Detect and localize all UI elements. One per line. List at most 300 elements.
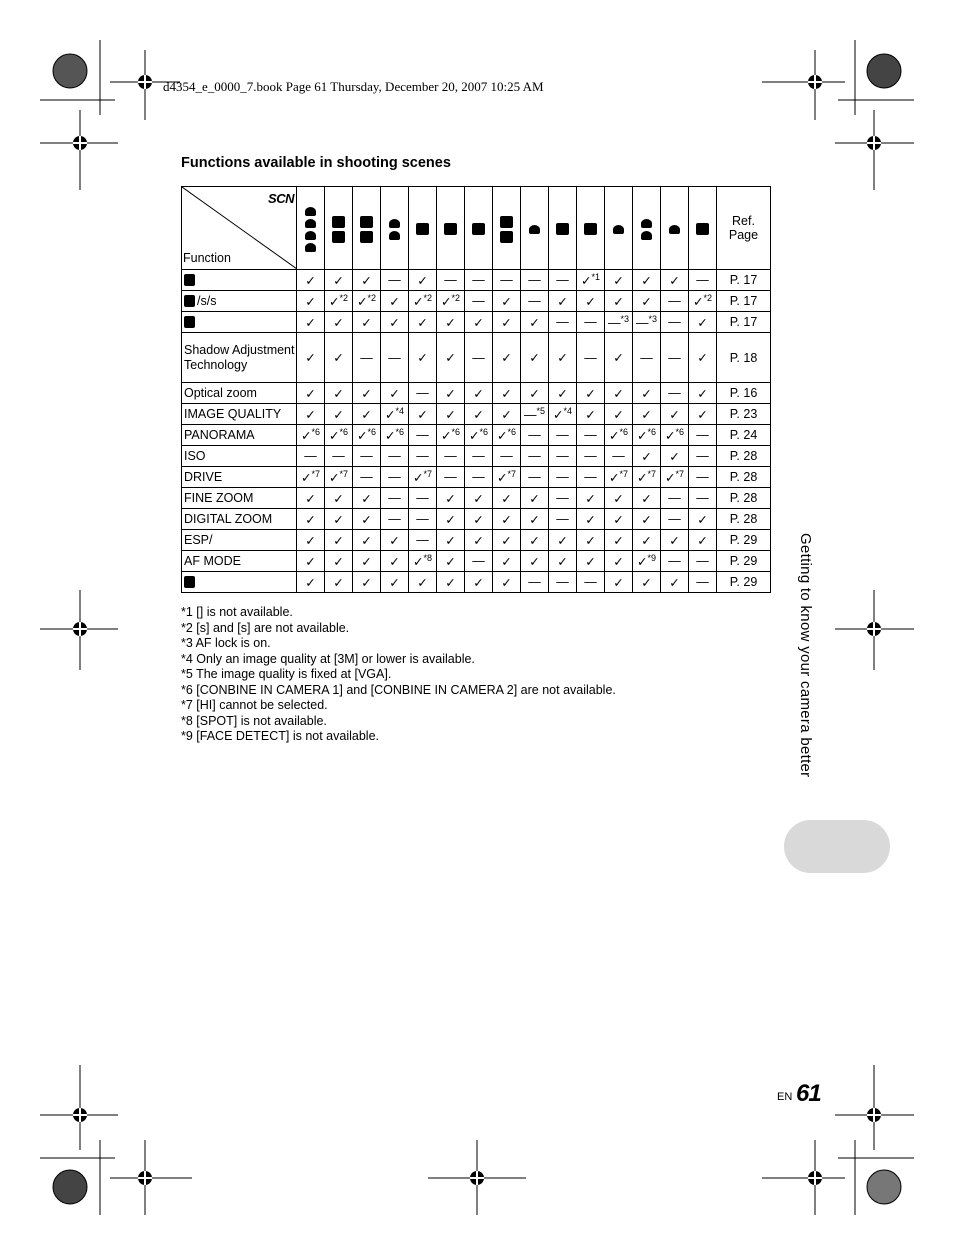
availability-cell: ✓ bbox=[437, 383, 465, 404]
availability-cell: ✓ bbox=[465, 383, 493, 404]
availability-cell: — bbox=[577, 425, 605, 446]
availability-cell: ✓ bbox=[605, 572, 633, 593]
function-label: Shadow Adjustment Technology bbox=[184, 342, 295, 372]
availability-cell: — bbox=[577, 312, 605, 333]
availability-cell: ✓ bbox=[661, 270, 689, 291]
availability-cell: ✓$^{*9}$ bbox=[633, 551, 661, 572]
scene-functions-table bbox=[181, 186, 771, 593]
function-cell bbox=[182, 488, 297, 509]
availability-cell: ✓$^{*4}$ bbox=[549, 404, 577, 425]
ref-page-cell: P. 23 bbox=[717, 404, 771, 425]
footnote-marker: *7 bbox=[311, 468, 320, 479]
availability-cell: ✓ bbox=[381, 530, 409, 551]
availability-cell: — bbox=[549, 446, 577, 467]
function-cell bbox=[182, 446, 297, 467]
availability-cell: ✓ bbox=[577, 509, 605, 530]
availability-cell: — bbox=[549, 467, 577, 488]
underwater-icon bbox=[633, 217, 660, 240]
document-icon bbox=[493, 214, 520, 243]
table-row bbox=[182, 446, 771, 467]
availability-cell: ✓ bbox=[325, 383, 353, 404]
availability-cell: ✓$^{*7}$ bbox=[493, 467, 521, 488]
footnote-marker: *7 bbox=[423, 468, 432, 479]
function-cell bbox=[182, 572, 297, 593]
footnote-marker: *2 bbox=[367, 292, 376, 303]
availability-cell: ✓ bbox=[381, 551, 409, 572]
availability-cell: ✓ bbox=[437, 530, 465, 551]
footnote-marker: *6 bbox=[675, 426, 684, 437]
availability-cell: ✓ bbox=[605, 530, 633, 551]
availability-cell: — bbox=[661, 383, 689, 404]
cuisine-icon bbox=[465, 221, 492, 235]
auction-1-icon bbox=[549, 221, 576, 235]
availability-cell: —$^{*3}$ bbox=[633, 312, 661, 333]
scene-col-night-scene bbox=[353, 187, 381, 270]
ref-page-cell: P. 29 bbox=[717, 530, 771, 551]
availability-cell: — bbox=[465, 291, 493, 312]
scene-col-document bbox=[493, 187, 521, 270]
availability-cell: — bbox=[521, 572, 549, 593]
availability-cell: ✓ bbox=[353, 509, 381, 530]
availability-cell: ✓ bbox=[633, 488, 661, 509]
availability-cell: ✓$^{*6}$ bbox=[661, 425, 689, 446]
table-row bbox=[182, 270, 771, 291]
table-row bbox=[182, 425, 771, 446]
availability-cell: ✓ bbox=[633, 270, 661, 291]
availability-cell: ✓ bbox=[689, 404, 717, 425]
footnote-marker: *2 bbox=[423, 292, 432, 303]
fireworks-icon bbox=[381, 217, 408, 240]
ref-page-cell: P. 16 bbox=[717, 383, 771, 404]
availability-cell: ✓ bbox=[577, 291, 605, 312]
function-label: ESP/ bbox=[184, 532, 213, 547]
availability-cell: — bbox=[549, 425, 577, 446]
availability-cell: ✓ bbox=[549, 530, 577, 551]
availability-cell: ✓ bbox=[437, 509, 465, 530]
table-row bbox=[182, 291, 771, 312]
availability-cell: ✓ bbox=[521, 333, 549, 383]
availability-cell: ✓ bbox=[353, 488, 381, 509]
footnote-marker: *6 bbox=[647, 426, 656, 437]
footnote-marker: *4 bbox=[563, 405, 572, 416]
availability-cell: — bbox=[605, 446, 633, 467]
availability-cell: ✓ bbox=[493, 551, 521, 572]
footnote-marker: *8 bbox=[423, 552, 432, 563]
availability-cell: ✓ bbox=[297, 488, 325, 509]
availability-cell: ✓ bbox=[577, 404, 605, 425]
shoot-select-icon bbox=[689, 221, 716, 235]
table-row bbox=[182, 333, 771, 383]
function-cell bbox=[182, 530, 297, 551]
availability-cell: ✓ bbox=[493, 404, 521, 425]
availability-cell: ✓$^{*7}$ bbox=[297, 467, 325, 488]
availability-cell: ✓ bbox=[465, 509, 493, 530]
availability-cell: ✓$^{*2}$ bbox=[325, 291, 353, 312]
sunset-icon bbox=[437, 221, 464, 235]
scene-col-auction-2 bbox=[577, 187, 605, 270]
function-label: /s/s bbox=[197, 293, 217, 308]
availability-cell: — bbox=[661, 509, 689, 530]
table-row bbox=[182, 383, 771, 404]
footnote-2: *2 [s] and [s] are not available. bbox=[181, 620, 350, 635]
availability-cell: ✓ bbox=[325, 404, 353, 425]
availability-cell: ✓ bbox=[353, 312, 381, 333]
availability-cell: —$^{*3}$ bbox=[605, 312, 633, 333]
availability-cell: ✓$^{*6}$ bbox=[633, 425, 661, 446]
availability-cell: — bbox=[661, 488, 689, 509]
availability-cell: ✓ bbox=[605, 509, 633, 530]
function-label: DRIVE bbox=[184, 469, 223, 484]
availability-cell: — bbox=[521, 467, 549, 488]
availability-cell: — bbox=[381, 446, 409, 467]
availability-cell: ✓$^{*7}$ bbox=[661, 467, 689, 488]
availability-cell: ✓ bbox=[521, 551, 549, 572]
availability-cell: ✓ bbox=[437, 572, 465, 593]
availability-cell: ✓ bbox=[297, 383, 325, 404]
availability-cell: ✓ bbox=[605, 333, 633, 383]
footnote-marker: *6 bbox=[367, 426, 376, 437]
availability-cell: — bbox=[689, 270, 717, 291]
chapter-side-text: Getting to know your camera better bbox=[797, 533, 814, 778]
function-label: AF MODE bbox=[184, 553, 241, 568]
smile-shot-icon bbox=[605, 223, 632, 234]
availability-cell: ✓ bbox=[605, 383, 633, 404]
availability-cell: — bbox=[549, 572, 577, 593]
availability-cell: — bbox=[325, 446, 353, 467]
availability-cell: ✓$^{*6}$ bbox=[381, 425, 409, 446]
availability-cell: — bbox=[521, 291, 549, 312]
availability-cell: ✓ bbox=[493, 572, 521, 593]
ref-page-cell: P. 17 bbox=[717, 291, 771, 312]
availability-cell: ✓ bbox=[493, 333, 521, 383]
availability-cell: — bbox=[381, 270, 409, 291]
availability-cell: — bbox=[661, 551, 689, 572]
table-row bbox=[182, 488, 771, 509]
availability-cell: ✓ bbox=[605, 270, 633, 291]
auction-2-icon bbox=[577, 221, 604, 235]
book-header-line: d4354_e_0000_7.book Page 61 Thursday, December 20, 2007 10:25 AM bbox=[163, 79, 544, 94]
indoor-icon bbox=[409, 221, 436, 235]
availability-cell: ✓ bbox=[381, 312, 409, 333]
availability-cell: ✓$^{*8}$ bbox=[409, 551, 437, 572]
ref-page-header bbox=[717, 187, 771, 270]
availability-cell: — bbox=[577, 446, 605, 467]
availability-cell: ✓ bbox=[521, 530, 549, 551]
availability-cell: ✓$^{*7}$ bbox=[605, 467, 633, 488]
function-label: DIGITAL ZOOM bbox=[184, 511, 273, 526]
ref-page-cell: P. 28 bbox=[717, 509, 771, 530]
availability-cell: — bbox=[409, 509, 437, 530]
availability-cell: ✓ bbox=[325, 270, 353, 291]
footnote-8: *8 [SPOT] is not available. bbox=[181, 713, 327, 728]
availability-cell: ✓ bbox=[549, 333, 577, 383]
availability-cell: — bbox=[465, 270, 493, 291]
availability-cell: ✓ bbox=[409, 404, 437, 425]
table-row bbox=[182, 551, 771, 572]
function-cell bbox=[182, 383, 297, 404]
footnote-marker: *2 bbox=[703, 292, 712, 303]
availability-cell: ✓ bbox=[465, 488, 493, 509]
availability-cell: ✓ bbox=[297, 530, 325, 551]
section-title: Functions available in shooting scenes bbox=[181, 155, 451, 171]
availability-cell: ✓ bbox=[437, 333, 465, 383]
footnote-marker: *6 bbox=[451, 426, 460, 437]
portrait-sport-icon bbox=[297, 205, 324, 252]
availability-cell: ✓$^{*7}$ bbox=[409, 467, 437, 488]
footnote-marker: *4 bbox=[395, 405, 404, 416]
function-cell bbox=[182, 270, 297, 291]
availability-cell: ✓ bbox=[633, 291, 661, 312]
underwater-macro-icon bbox=[661, 223, 688, 234]
availability-cell: ✓$^{*7}$ bbox=[633, 467, 661, 488]
ref-page-cell: P. 29 bbox=[717, 551, 771, 572]
availability-cell: ✓ bbox=[689, 383, 717, 404]
availability-cell: — bbox=[409, 530, 437, 551]
availability-cell: ✓ bbox=[297, 509, 325, 530]
ref-page-cell: P. 29 bbox=[717, 572, 771, 593]
function-label: Function bbox=[183, 251, 231, 265]
availability-cell: — bbox=[661, 312, 689, 333]
availability-cell: — bbox=[465, 333, 493, 383]
corner-header-cell bbox=[182, 187, 297, 270]
footnote-3: *3 AF lock is on. bbox=[181, 636, 271, 650]
availability-cell: — bbox=[577, 467, 605, 488]
function-cell bbox=[182, 291, 297, 312]
availability-cell: ✓ bbox=[437, 312, 465, 333]
availability-cell: ✓ bbox=[605, 404, 633, 425]
availability-cell: ✓ bbox=[605, 488, 633, 509]
night-scene-icon bbox=[353, 214, 380, 243]
page-label: Page bbox=[728, 228, 759, 242]
availability-cell: ✓ bbox=[297, 333, 325, 383]
footnote-marker: *7 bbox=[647, 468, 656, 479]
table-body bbox=[182, 270, 771, 593]
scene-col-beach-snow bbox=[521, 187, 549, 270]
availability-cell: ✓ bbox=[493, 530, 521, 551]
availability-cell: — bbox=[577, 333, 605, 383]
availability-cell: ✓ bbox=[521, 488, 549, 509]
availability-cell: — bbox=[661, 333, 689, 383]
availability-cell: ✓ bbox=[661, 446, 689, 467]
availability-cell: ✓$^{*2}$ bbox=[409, 291, 437, 312]
table-row bbox=[182, 530, 771, 551]
availability-cell: ✓ bbox=[577, 488, 605, 509]
scene-col-sunset bbox=[437, 187, 465, 270]
footnote-4: *4 Only an image quality at [3M] or lower is available. bbox=[181, 651, 475, 666]
footnote-6: *6 [CONBINE IN CAMERA 1] and [CONBINE IN CAMERA 2] are not available. bbox=[181, 682, 616, 697]
availability-cell: ✓ bbox=[577, 551, 605, 572]
footnote-marker: *9 bbox=[647, 552, 656, 563]
ref-page-cell: P. 17 bbox=[717, 270, 771, 291]
availability-cell: — bbox=[409, 446, 437, 467]
availability-cell: — bbox=[689, 551, 717, 572]
chapter-tab bbox=[784, 820, 890, 873]
availability-cell: ✓$^{*6}$ bbox=[465, 425, 493, 446]
availability-cell: ✓ bbox=[465, 404, 493, 425]
table-row bbox=[182, 509, 771, 530]
availability-cell: ✓ bbox=[493, 291, 521, 312]
footnote-marker: *6 bbox=[311, 426, 320, 437]
availability-cell: ✓ bbox=[633, 509, 661, 530]
availability-cell: ✓ bbox=[521, 383, 549, 404]
availability-cell: — bbox=[689, 488, 717, 509]
availability-cell: ✓ bbox=[297, 572, 325, 593]
availability-cell: — bbox=[689, 446, 717, 467]
availability-cell: — bbox=[549, 270, 577, 291]
footnote-marker: *6 bbox=[619, 426, 628, 437]
scn-label: SCN bbox=[268, 191, 294, 206]
availability-cell: ✓ bbox=[353, 530, 381, 551]
availability-cell: ✓ bbox=[297, 270, 325, 291]
scene-col-shoot-select bbox=[689, 187, 717, 270]
beach-snow-icon bbox=[521, 223, 548, 234]
footnote-marker: *7 bbox=[619, 468, 628, 479]
availability-cell: ✓ bbox=[325, 312, 353, 333]
availability-cell: ✓$^{*6}$ bbox=[493, 425, 521, 446]
page-number: 61 bbox=[796, 1080, 821, 1107]
function-cell bbox=[182, 404, 297, 425]
availability-cell: ✓ bbox=[381, 291, 409, 312]
scene-col-fireworks bbox=[381, 187, 409, 270]
ref-page-cell: P. 17 bbox=[717, 312, 771, 333]
ref-page-cell: P. 28 bbox=[717, 467, 771, 488]
scene-col-smile-shot bbox=[605, 187, 633, 270]
availability-cell: ✓ bbox=[633, 404, 661, 425]
availability-cell: — bbox=[521, 270, 549, 291]
table-row bbox=[182, 312, 771, 333]
footnotes bbox=[181, 605, 616, 745]
availability-cell: ✓ bbox=[325, 509, 353, 530]
availability-cell: ✓ bbox=[493, 509, 521, 530]
availability-cell: ✓ bbox=[633, 446, 661, 467]
availability-cell: ✓ bbox=[297, 312, 325, 333]
footnote-marker: *2 bbox=[451, 292, 460, 303]
availability-cell: ✓ bbox=[409, 270, 437, 291]
footnote-marker: *7 bbox=[675, 468, 684, 479]
availability-cell: ✓ bbox=[465, 530, 493, 551]
landscape-icon bbox=[325, 214, 352, 243]
macro-icon bbox=[184, 295, 195, 307]
availability-cell: ✓ bbox=[493, 312, 521, 333]
availability-cell: ✓$^{*4}$ bbox=[381, 404, 409, 425]
availability-cell: ✓ bbox=[465, 312, 493, 333]
availability-cell: ✓ bbox=[549, 551, 577, 572]
availability-cell: — bbox=[353, 467, 381, 488]
footnote-marker: *5 bbox=[536, 405, 545, 416]
function-cell bbox=[182, 333, 297, 383]
availability-cell: — bbox=[689, 467, 717, 488]
function-label: IMAGE QUALITY bbox=[184, 406, 282, 421]
availability-cell: ✓ bbox=[521, 509, 549, 530]
availability-cell: ✓ bbox=[409, 572, 437, 593]
availability-cell: — bbox=[409, 425, 437, 446]
scene-col-indoor bbox=[409, 187, 437, 270]
availability-cell: —$^{*5}$ bbox=[521, 404, 549, 425]
availability-cell: — bbox=[437, 446, 465, 467]
scene-col-auction-1 bbox=[549, 187, 577, 270]
footnote-5: *5 The image quality is fixed at [VGA]. bbox=[181, 667, 392, 681]
availability-cell: — bbox=[297, 446, 325, 467]
function-label: Optical zoom bbox=[184, 385, 257, 400]
availability-cell: — bbox=[409, 383, 437, 404]
function-cell bbox=[182, 425, 297, 446]
availability-cell: — bbox=[353, 333, 381, 383]
footnote-marker: *6 bbox=[507, 426, 516, 437]
table-row bbox=[182, 572, 771, 593]
footnote-marker: *1 bbox=[591, 271, 600, 282]
table-row bbox=[182, 404, 771, 425]
availability-cell: ✓$^{*6}$ bbox=[297, 425, 325, 446]
footnote-marker: *7 bbox=[339, 468, 348, 479]
availability-cell: — bbox=[549, 509, 577, 530]
availability-cell: ✓ bbox=[325, 530, 353, 551]
function-cell bbox=[182, 509, 297, 530]
availability-cell: ✓ bbox=[325, 333, 353, 383]
availability-cell: ✓ bbox=[297, 404, 325, 425]
availability-cell: ✓ bbox=[297, 291, 325, 312]
availability-cell: — bbox=[633, 333, 661, 383]
availability-cell: ✓ bbox=[353, 270, 381, 291]
availability-cell: ✓ bbox=[549, 291, 577, 312]
availability-cell: ✓ bbox=[493, 488, 521, 509]
availability-cell: — bbox=[381, 488, 409, 509]
availability-cell: ✓ bbox=[297, 551, 325, 572]
availability-cell: ✓ bbox=[689, 312, 717, 333]
availability-cell: — bbox=[465, 551, 493, 572]
ref-page-cell: P. 18 bbox=[717, 333, 771, 383]
availability-cell: ✓ bbox=[661, 530, 689, 551]
availability-cell: ✓ bbox=[353, 551, 381, 572]
availability-cell: ✓ bbox=[521, 312, 549, 333]
availability-cell: ✓$^{*6}$ bbox=[353, 425, 381, 446]
availability-cell: ✓ bbox=[409, 333, 437, 383]
availability-cell: ✓ bbox=[437, 488, 465, 509]
availability-cell: — bbox=[493, 446, 521, 467]
footnote-9: *9 [FACE DETECT] is not available. bbox=[181, 729, 379, 743]
function-label: ISO bbox=[184, 448, 206, 463]
availability-cell: ✓$^{*6}$ bbox=[325, 425, 353, 446]
availability-cell: — bbox=[381, 467, 409, 488]
function-cell bbox=[182, 551, 297, 572]
availability-cell: ✓ bbox=[633, 383, 661, 404]
footnote-marker: *6 bbox=[479, 426, 488, 437]
availability-cell: — bbox=[381, 333, 409, 383]
function-cell bbox=[182, 312, 297, 333]
availability-cell: — bbox=[661, 291, 689, 312]
availability-cell: ✓$^{*2}$ bbox=[353, 291, 381, 312]
function-cell bbox=[182, 467, 297, 488]
availability-cell: ✓ bbox=[437, 404, 465, 425]
availability-cell: — bbox=[689, 425, 717, 446]
availability-cell: ✓$^{*1}$ bbox=[577, 270, 605, 291]
availability-cell: ✓ bbox=[437, 551, 465, 572]
footnote-marker: *6 bbox=[395, 426, 404, 437]
self-timer-icon bbox=[184, 316, 195, 328]
availability-cell: ✓ bbox=[549, 383, 577, 404]
availability-cell: — bbox=[521, 446, 549, 467]
availability-cell: — bbox=[549, 312, 577, 333]
availability-cell: — bbox=[549, 488, 577, 509]
scene-col-underwater-macro bbox=[661, 187, 689, 270]
availability-cell: ✓ bbox=[409, 312, 437, 333]
ref-page-cell: P. 24 bbox=[717, 425, 771, 446]
scene-col-underwater bbox=[633, 187, 661, 270]
footnote-1: *1 [] is not available. bbox=[181, 605, 293, 619]
table-row bbox=[182, 467, 771, 488]
availability-cell: ✓ bbox=[633, 530, 661, 551]
footnote-7: *7 [HI] cannot be selected. bbox=[181, 698, 328, 712]
availability-cell: ✓ bbox=[689, 333, 717, 383]
